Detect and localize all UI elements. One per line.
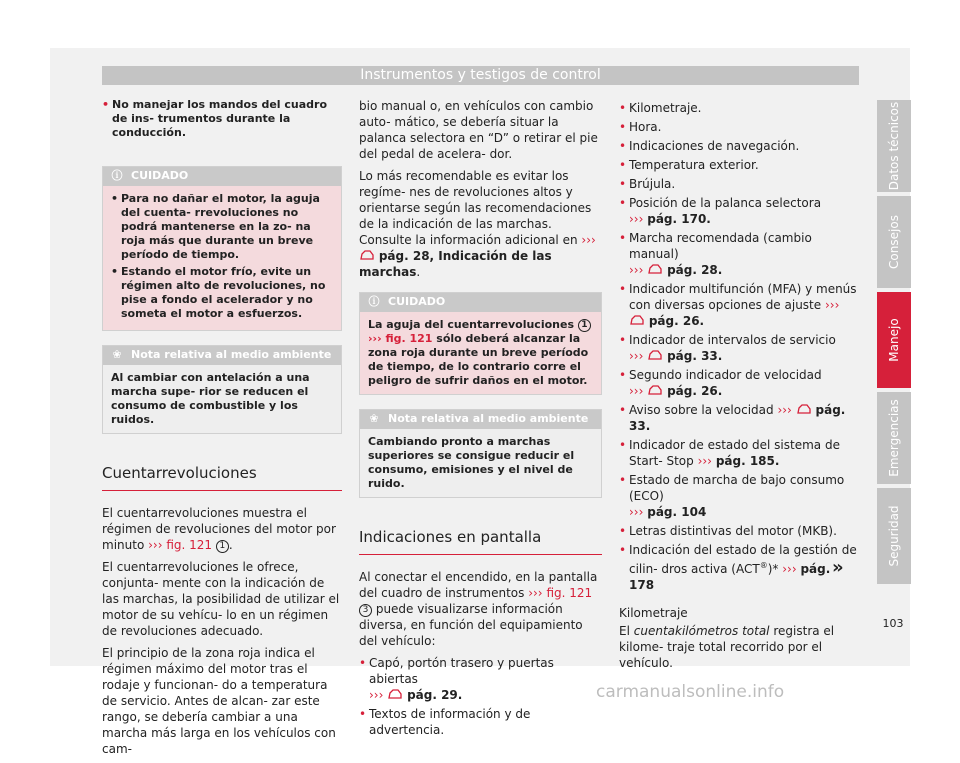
list-item: [619, 119, 859, 135]
emphasis-text: cuentakilómetros total: [633, 624, 770, 638]
bullet-icon: •: [619, 403, 627, 417]
list-item-text: Indicador de intervalos de servicio: [629, 333, 836, 347]
list-item: [619, 100, 859, 116]
reference-arrow: ›››: [629, 505, 644, 519]
tab-emergencias[interactable]: [877, 392, 911, 484]
list-item-text: Indicador multifunción (MFA) y menús con diversas opciones de ajuste: [629, 282, 857, 312]
tab-manejo[interactable]: [877, 292, 911, 388]
subheading: Kilometraje: [619, 606, 688, 620]
environment-note-body: Al cambiar con antelación a una marcha supe- rior se reducen el consumo de combustible y los ruidos.: [103, 365, 341, 433]
environment-note-title: Nota relativa al medio ambiente: [131, 348, 332, 361]
list-item: [359, 655, 602, 703]
car-icon: [387, 689, 403, 701]
caution-box: [359, 292, 602, 395]
bullet-icon: •: [619, 524, 627, 538]
bullet-icon: •: [619, 473, 627, 487]
warning-icon: ⓘ: [111, 169, 123, 182]
reference-arrow: ›››: [697, 454, 712, 468]
environment-icon: ❀: [369, 412, 379, 425]
list-item: [111, 192, 333, 262]
bullet-icon: •: [619, 333, 627, 347]
paragraph: El principio de la zona roja indica el régimen máximo del motor tras el rodaje y funcionan- do a temperatura de servicio. Antes de alcan- zar este rango, se debería cambiar a una marcha más larga en los vehículos con cam-: [102, 646, 336, 756]
list-item-text: )*: [767, 562, 779, 576]
tab-label: Consejos: [887, 215, 901, 269]
caution-text: La aguja del cuentarrevoluciones: [368, 318, 574, 331]
caution-body: [360, 312, 601, 394]
list-item-text: Textos de información y de advertencia.: [369, 707, 531, 737]
paragraph-text: Al conectar el encendido, en la pantalla del cuadro de instrumentos: [359, 570, 598, 600]
list-item-text: Para no dañar el motor, la aguja del cuenta- rrevoluciones no podrá mantenerse en la zo- na roja más que durante un breve período de tiempo.: [121, 192, 320, 261]
list-item-text: Posición de la palanca selectora: [629, 196, 822, 210]
bullet-icon: •: [111, 192, 119, 205]
column-2: [359, 98, 602, 741]
environment-icon: ❀: [112, 348, 122, 361]
bullet-icon: •: [111, 265, 119, 278]
page-link[interactable]: pág. 33.: [629, 403, 846, 433]
environment-note-title: Nota relativa al medio ambiente: [388, 412, 589, 425]
continue-mark: »: [832, 557, 844, 578]
paragraph-text: registra el kilome- traje total recorrido por el vehículo.: [619, 624, 835, 670]
paragraph: [619, 623, 859, 671]
list-item-text: Segundo indicador de velocidad: [629, 368, 822, 382]
paragraph: [359, 569, 602, 649]
list-item: [619, 523, 859, 539]
tab-datos-tecnicos[interactable]: [877, 100, 911, 192]
paragraph-end: .: [228, 538, 233, 552]
reference-arrow: ›››: [629, 212, 644, 226]
bullet-icon: •: [359, 707, 367, 721]
bullet-icon: •: [619, 158, 627, 172]
bullet-icon: •: [619, 139, 627, 153]
reference-arrow: ›››: [777, 403, 792, 417]
bullet-icon: •: [619, 231, 627, 245]
tab-label: Emergencias: [887, 399, 901, 477]
section-title: Indicaciones en pantalla: [359, 528, 602, 555]
list-item: [619, 542, 859, 593]
reference-arrow: ›››: [629, 349, 644, 363]
list-item: [619, 157, 859, 173]
list-item-text: Estado de marcha de bajo consumo (ECO): [629, 473, 845, 503]
reference-arrow: ›››: [782, 562, 797, 576]
list-item: [619, 437, 859, 469]
list-item-text: Kilometraje.: [629, 101, 702, 115]
page-link[interactable]: pág. 28, Indicación de las marchas: [359, 249, 552, 279]
car-icon: [647, 350, 663, 362]
paragraph: [102, 505, 342, 553]
tab-label: Manejo: [887, 318, 901, 362]
paragraph-text: El: [619, 624, 630, 638]
bullet-icon: •: [619, 120, 627, 134]
page-link[interactable]: pág. 28.: [667, 263, 723, 277]
caution-header: [103, 167, 341, 186]
figure-link[interactable]: fig. 121: [546, 586, 593, 600]
paragraph: [359, 168, 602, 280]
warning-icon: ⓘ: [368, 295, 380, 308]
reference-arrow: ›››: [629, 384, 644, 398]
page-header: Instrumentos y testigos de control: [102, 66, 859, 85]
list-item: [619, 176, 859, 192]
callout-number: 3: [359, 604, 372, 617]
reference-arrow: ›››: [629, 263, 644, 277]
list-item-text: Brújula.: [629, 177, 676, 191]
page-link[interactable]: pág. 26.: [667, 384, 723, 398]
paragraph: El cuentarrevoluciones le ofrece, conjunta- mente con la indicación de las marchas, la posibilidad de utilizar el motor de su vehícu- lo en un régimen de revoluciones adecuado.: [102, 560, 340, 638]
tab-label: Seguridad: [887, 505, 901, 567]
list-item: [111, 265, 333, 321]
caution-body: [103, 186, 341, 330]
bullet-icon: •: [619, 196, 627, 210]
reference-arrow: ›››: [528, 586, 543, 600]
caution-box: [102, 166, 342, 331]
paragraph-text: El cuentarrevoluciones muestra el régimen de revoluciones del motor por minuto: [102, 506, 336, 552]
environment-note-box: [102, 345, 342, 434]
tab-label: Datos técnicos: [887, 101, 901, 191]
environment-note-header: [103, 346, 341, 365]
caution-text: sólo deberá alcanzar la zona roja durante un breve período de tiempo, de lo contrario corre el peligro de sufrir daños en el motor.: [368, 332, 589, 387]
list-item-text: Estando el motor frío, evite un régimen alto de revoluciones, no pise a fondo el acelerador y no someta el motor a esfuerzos.: [121, 265, 326, 320]
list-item: [619, 367, 859, 399]
list-item-text: Hora.: [629, 120, 662, 134]
page-number: 103: [882, 617, 904, 630]
watermark: carmanualsonline.info: [596, 682, 785, 702]
list-item: [619, 281, 859, 329]
reference-arrow: ›››: [581, 233, 596, 247]
page-link[interactable]: pág. 185.: [715, 454, 780, 468]
bullet-icon: •: [619, 543, 627, 557]
list-item: [619, 402, 859, 434]
list-item-text: Marcha recomendada (cambio manual): [629, 231, 812, 261]
list-item-text: Indicación del estado de la gestión de cilin- dros activa (ACT: [629, 543, 857, 576]
reference-arrow: ›››: [368, 332, 382, 345]
figure-link[interactable]: fig. 121: [385, 332, 433, 345]
paragraph-end: .: [416, 265, 421, 279]
page-link[interactable]: pág. 26.: [648, 314, 705, 328]
page-link[interactable]: pág. 104: [647, 505, 707, 519]
car-icon: [647, 264, 663, 276]
car-icon: [629, 315, 645, 327]
list-item: [102, 98, 342, 140]
page-link[interactable]: pág. 178: [629, 562, 831, 592]
paragraph: bio manual o, en vehículos con cambio auto- mático, se debería situar la palanca selectora en “D” o retirar el pie del pedal de acelera- dor.: [359, 99, 598, 161]
caution-header: [360, 293, 601, 312]
caution-title: CUIDADO: [388, 295, 446, 308]
list-item: [619, 230, 859, 278]
environment-note-box: [359, 409, 602, 498]
bullet-icon: •: [619, 177, 627, 191]
environment-note-body: Cambiando pronto a marchas superiores se consigue reducir el consumo, emisiones y el nivel de ruido.: [360, 429, 601, 497]
bullet-icon: •: [619, 101, 627, 115]
list-item-text: Indicaciones de navegación.: [629, 139, 800, 153]
reference-arrow: ›››: [369, 688, 384, 702]
page-link[interactable]: pág. 170.: [647, 212, 711, 226]
tab-seguridad[interactable]: [877, 488, 911, 584]
registered-mark: ®: [759, 561, 768, 570]
list-item: [619, 138, 859, 154]
bullet-icon: •: [619, 282, 627, 296]
reference-arrow: ›››: [148, 538, 163, 552]
list-item-text: No manejar los mandos del cuadro de ins- trumentos durante la conducción.: [112, 98, 328, 139]
bullet-icon: •: [102, 98, 110, 111]
list-item-text: Letras distintivas del motor (MKB).: [629, 524, 837, 538]
caution-title: CUIDADO: [131, 169, 189, 182]
paragraph-text: Lo más recomendable es evitar los regíme- nes de revoluciones altos y orientarse según las recomendaciones de la indicación de las marchas. Consulte la información adicional en: [359, 169, 592, 247]
figure-link[interactable]: fig. 121: [166, 538, 213, 552]
bullet-icon: •: [619, 438, 627, 452]
bullet-icon: •: [619, 368, 627, 382]
page-link[interactable]: pág. 29.: [407, 688, 463, 702]
tab-consejos[interactable]: [877, 196, 911, 288]
list-item: [359, 706, 602, 738]
list-item: [619, 332, 859, 364]
list-item: [619, 195, 859, 227]
section-title: Cuentarrevoluciones: [102, 464, 342, 491]
paragraph-text: puede visualizarse información diversa, en función del equipamiento del vehículo:: [359, 602, 583, 648]
column-1: [102, 98, 342, 763]
page-link[interactable]: pág. 33.: [667, 349, 723, 363]
car-icon: [796, 404, 812, 416]
callout-number: 1: [578, 319, 591, 332]
list-item-text: Indicador de estado del sistema de Start- Stop: [629, 438, 840, 468]
list-item-text: Temperatura exterior.: [629, 158, 759, 172]
callout-number: 1: [216, 540, 229, 553]
list-item-text: Aviso sobre la velocidad: [629, 403, 774, 417]
list-item: [619, 472, 859, 520]
bullet-icon: •: [359, 656, 367, 670]
car-icon: [359, 250, 375, 262]
car-icon: [647, 385, 663, 397]
environment-note-header: [360, 410, 601, 429]
column-3: [619, 100, 859, 677]
reference-arrow: ›››: [824, 298, 840, 312]
list-item-text: Capó, portón trasero y puertas abiertas: [369, 656, 554, 686]
